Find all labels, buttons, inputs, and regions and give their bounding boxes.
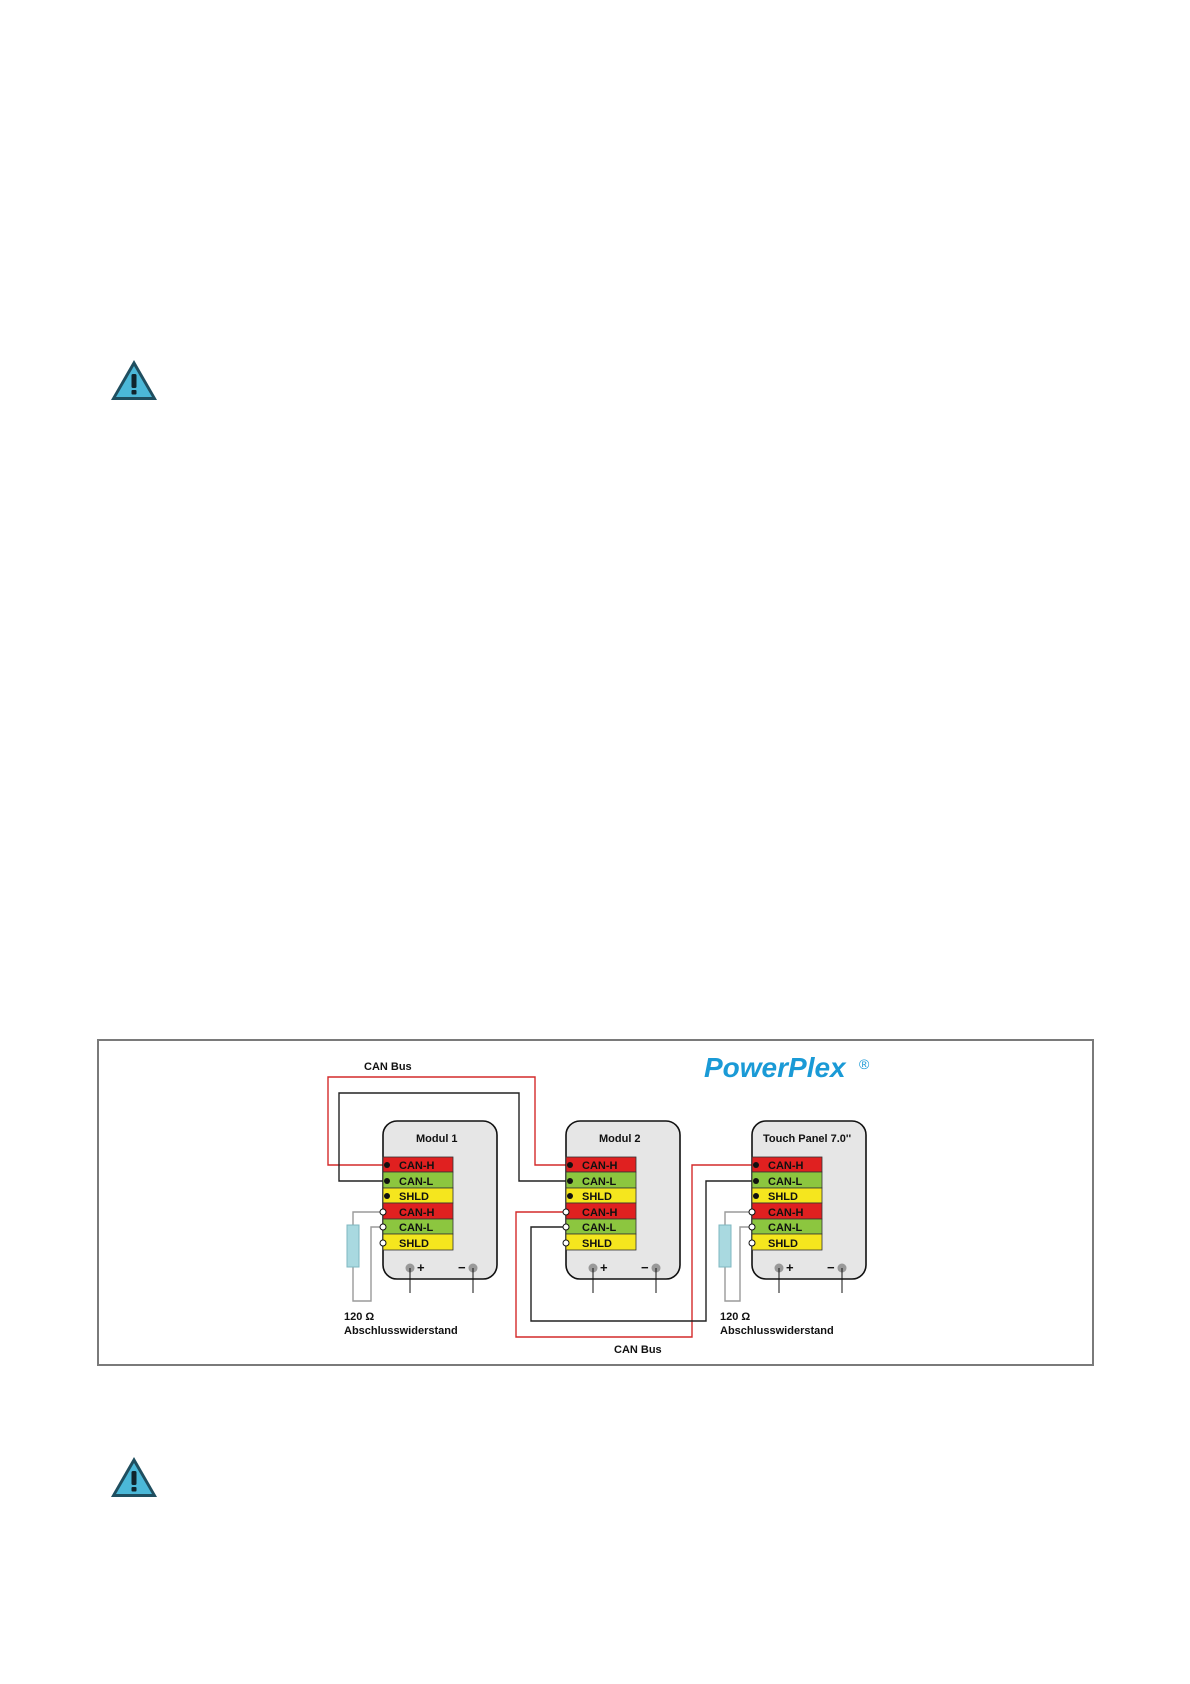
pin-label: CAN-L	[582, 1176, 617, 1188]
pin-block	[563, 1157, 636, 1250]
warning-triangle-icon	[109, 1455, 159, 1499]
minus-terminal-label: −	[827, 1260, 835, 1275]
resistor-1-label: Abschlusswiderstand	[344, 1325, 458, 1337]
pin-label: SHLD	[768, 1238, 798, 1250]
plus-terminal-label: +	[600, 1260, 608, 1275]
powerplex-logo: PowerPlex	[704, 1052, 846, 1083]
module-title: Touch Panel 7.0''	[763, 1133, 852, 1145]
resistor-1	[347, 1225, 359, 1267]
registered-mark: ®	[859, 1056, 870, 1072]
plus-terminal-label: +	[417, 1260, 425, 1275]
pin-label: SHLD	[399, 1191, 429, 1203]
can-bus-label-bottom: CAN Bus	[614, 1344, 662, 1356]
pin-label: CAN-H	[582, 1207, 618, 1219]
pin-label: SHLD	[582, 1191, 612, 1203]
pin-label: CAN-H	[768, 1207, 804, 1219]
pin-label: CAN-L	[768, 1176, 803, 1188]
pin-label: SHLD	[399, 1238, 429, 1250]
minus-terminal-label: −	[458, 1260, 466, 1275]
module-title: Modul 2	[599, 1133, 641, 1145]
module-2	[563, 1121, 680, 1293]
pin-label: CAN-L	[768, 1222, 803, 1234]
warning-triangle-icon	[109, 358, 159, 402]
pin-label: CAN-L	[582, 1222, 617, 1234]
pin-label: CAN-H	[768, 1160, 804, 1172]
resistor-2-label: Abschlusswiderstand	[720, 1325, 834, 1337]
module-1	[380, 1121, 497, 1293]
module-touch-panel	[749, 1121, 866, 1293]
pin-label: CAN-L	[399, 1222, 434, 1234]
plus-terminal-label: +	[786, 1260, 794, 1275]
pin-label: CAN-H	[399, 1160, 435, 1172]
pin-block	[380, 1157, 453, 1250]
pin-block	[749, 1157, 822, 1250]
pin-label: SHLD	[768, 1191, 798, 1203]
diagram-canvas	[99, 1041, 1096, 1368]
can-bus-label-top: CAN Bus	[364, 1061, 412, 1073]
resistor-1-wire-a	[353, 1212, 383, 1225]
minus-terminal-label: −	[641, 1260, 649, 1275]
can-bus-wiring-diagram	[97, 1039, 1094, 1366]
resistor-2-value: 120 Ω	[720, 1311, 751, 1323]
resistor-2	[719, 1225, 731, 1267]
resistor-1-value: 120 Ω	[344, 1311, 375, 1323]
pin-label: SHLD	[582, 1238, 612, 1250]
pin-label: CAN-H	[582, 1160, 618, 1172]
pin-label: CAN-H	[399, 1207, 435, 1219]
resistor-2-wire-a	[725, 1212, 752, 1225]
pin-label: CAN-L	[399, 1176, 434, 1188]
module-title: Modul 1	[416, 1133, 458, 1145]
